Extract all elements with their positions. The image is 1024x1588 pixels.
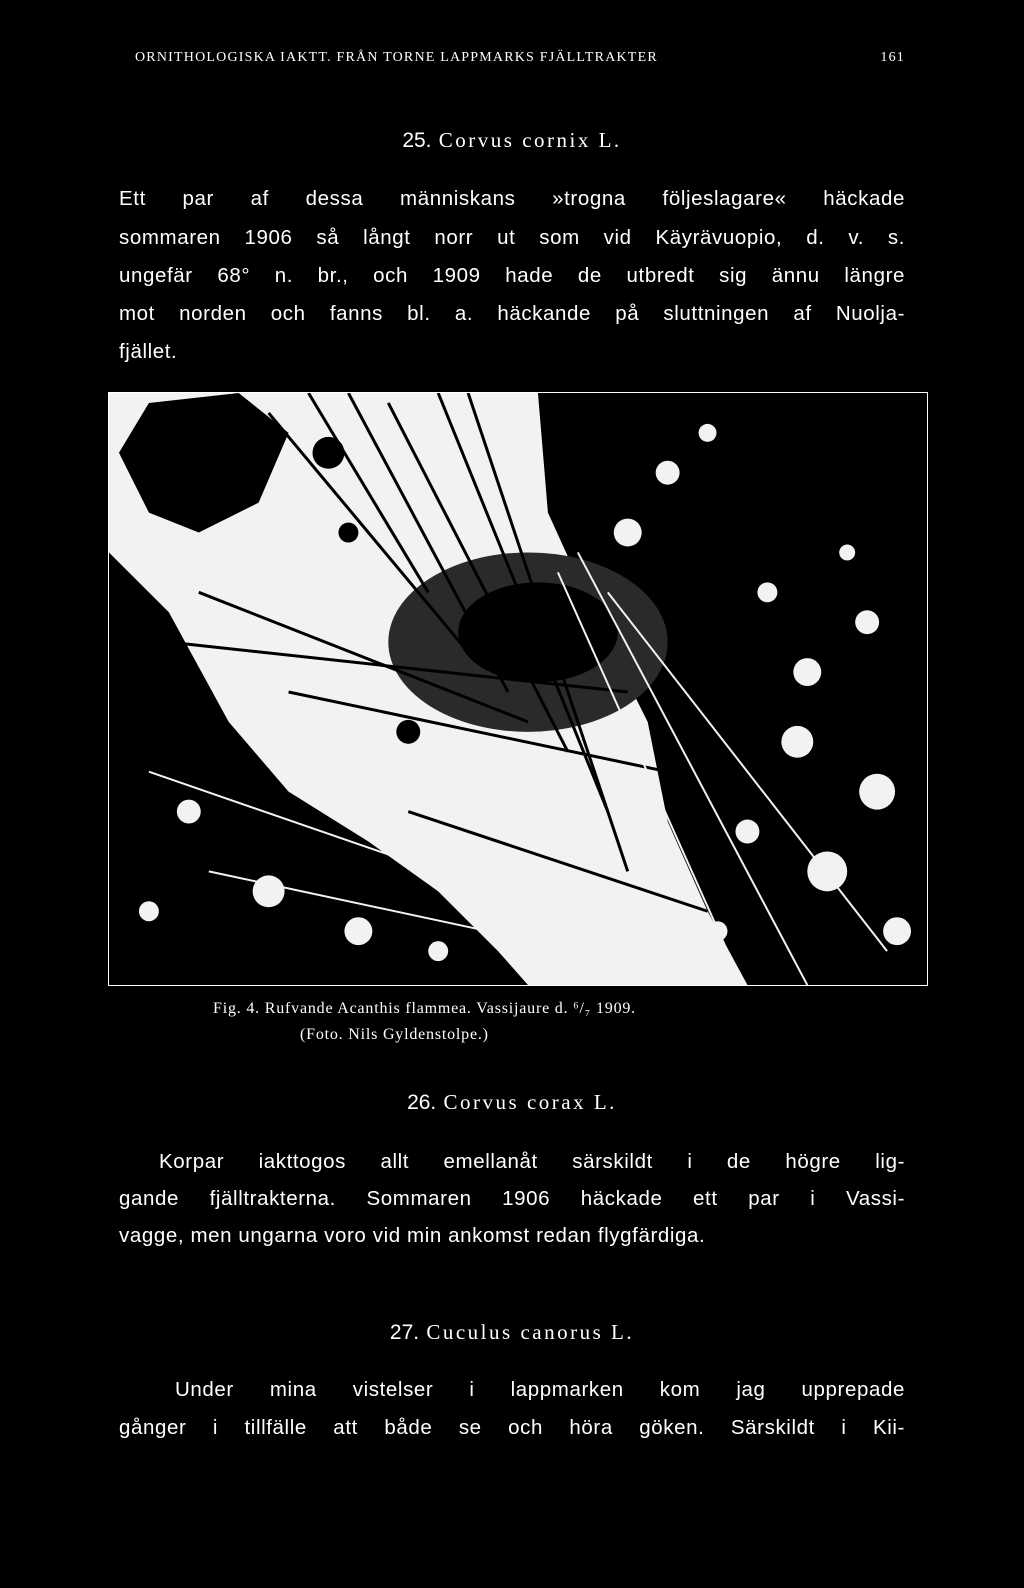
- figure-photo: [108, 392, 928, 986]
- section-heading-27: [0, 1320, 1024, 1345]
- paragraph-line: mot norden och fanns bl. a. häckande på sluttningen af Nuolja-: [119, 302, 905, 325]
- species-name: Cuculus canorus L.: [426, 1320, 635, 1344]
- figure-caption: Fig. 4. Rufvande Acanthis flammea. Vassijaure d. ⁶/₇ 1909.: [213, 1000, 636, 1017]
- section-heading-25: [0, 128, 1024, 153]
- paragraph-line: Korpar iakttogos allt emellanåt särskildt i de högre lig-: [159, 1150, 905, 1173]
- running-head: [135, 50, 905, 66]
- section-number: 26.: [407, 1091, 437, 1114]
- paragraph-line: gande fjälltrakterna. Sommaren 1906 häckade ett par i Vassi-: [119, 1187, 905, 1210]
- figure-credit: (Foto. Nils Gyldenstolpe.): [300, 1026, 489, 1043]
- section-heading-26: [0, 1090, 1024, 1115]
- paragraph-line: vagge, men ungarna voro vid min ankomst redan flygfärdiga.: [119, 1224, 706, 1247]
- paragraph-line: Ett par af dessa människans »trogna följeslagare« häckade: [119, 187, 905, 210]
- paragraph-line: Under mina vistelser i lappmarken kom jag upprepade: [175, 1378, 905, 1401]
- section-number: 27.: [389, 1321, 420, 1344]
- species-name: Corvus corax L.: [443, 1090, 617, 1114]
- section-number: 25.: [402, 129, 432, 152]
- paragraph-line: gånger i tillfälle att både se och höra göken. Särskildt i Kii-: [119, 1416, 905, 1439]
- page-number: 161: [880, 50, 905, 65]
- species-name: Corvus cornix L.: [438, 128, 622, 152]
- nest-photo-graphic: [109, 393, 927, 985]
- paragraph-line: ungefär 68° n. br., och 1909 hade de utbredt sig ännu längre: [119, 264, 905, 287]
- paragraph-line: sommaren 1906 så långt norr ut som vid Käyrävuopio, d. v. s.: [119, 226, 905, 249]
- paragraph-line: fjället.: [119, 340, 178, 363]
- running-head-title: ORNITHOLOGISKA IAKTT. FRÅN TORNE LAPPMARKS FJÄLLTRAKTER: [135, 50, 658, 65]
- nest-bird: [458, 582, 618, 682]
